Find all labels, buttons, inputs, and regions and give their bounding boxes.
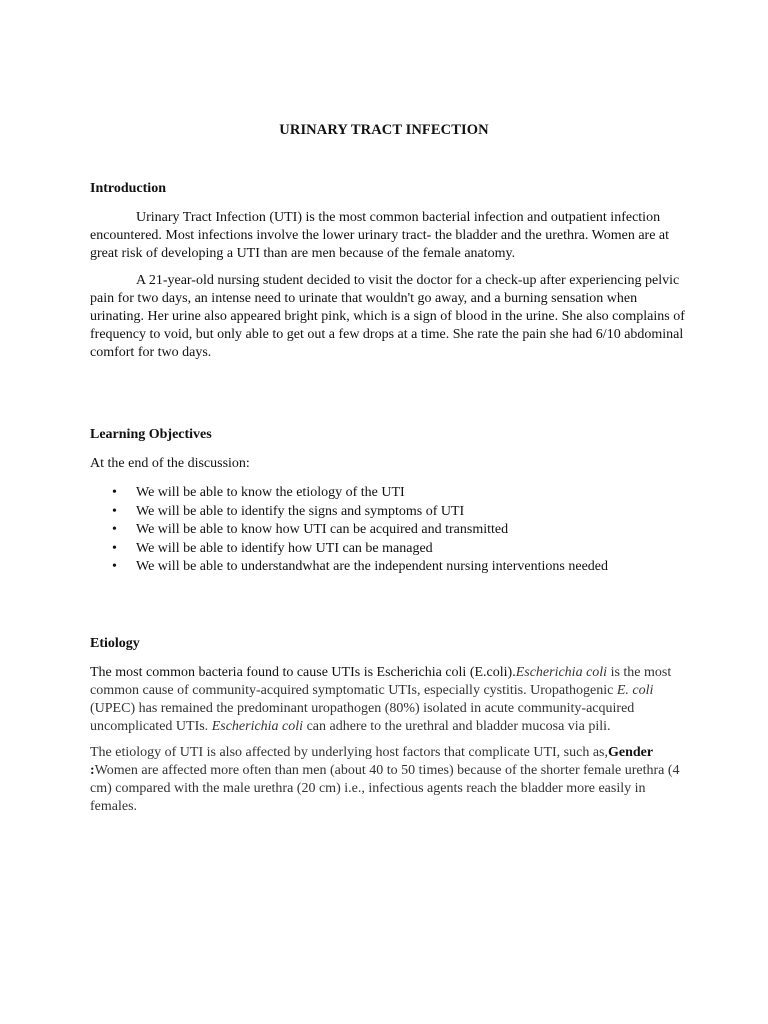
gender-label: Gender : xyxy=(90,745,653,778)
objectives-intro: At the end of the discussion: xyxy=(90,456,250,471)
introduction-heading: Introduction xyxy=(90,181,166,196)
list-item: • We will be able to know how UTI can be acquired and transmitted xyxy=(90,521,710,540)
objectives-list xyxy=(90,484,710,577)
introduction-paragraph-1: Urinary Tract Infection (UTI) is the most common bacterial infection and outpatient infection encountered. Most infections involve the lower urinary tract- the bladder and the urethra. Women are at great risk of developing a UTI than are men because of the female anatomy. xyxy=(90,210,670,261)
document-title: URINARY TRACT INFECTION xyxy=(279,122,489,138)
bullet-icon: • xyxy=(112,540,117,556)
etiology-paragraph-2: The etiology of UTI is also affected by underlying host factors that complicate UTI, such as,Gender :Women are affected more often than men (about 40 to 50 times) because of the shorter female urethra (4 cm) compared with the male urethra (20 cm) i.e., infectious agents reach the bladder more easily in females. xyxy=(90,745,680,814)
learning-objectives-heading: Learning Objectives xyxy=(90,427,212,442)
bullet-icon: • xyxy=(112,559,117,574)
list-item: • We will be able to know the etiology of the UTI xyxy=(90,484,710,503)
bullet-icon: • xyxy=(112,485,117,500)
list-item: • We will be able to understandwhat are the independent nursing interventions needed xyxy=(90,558,710,577)
bullet-icon: • xyxy=(112,503,117,519)
etiology-heading: Etiology xyxy=(90,636,140,651)
case-scenario-paragraph: A 21-year-old nursing student decided to visit the doctor for a check-up after experiencing pelvic pain for two days, an intense need to urinate that wouldn't go away, and a burning sensation when urinating. Her urine also appeared bright pink, which is a sign of blood in the urine. She also complains of frequency to void, but only able to get out a few drops at a time. She rate the pain she had 6/10 abdominal comfort for two days. xyxy=(90,273,685,360)
etiology-paragraph-1: The most common bacteria found to cause UTIs is Escherichia coli (E.coli).Escherichia coli is the most common cause of community-acquired symptomatic UTIs, especially cystitis. Uropathogenic E. coli (UPEC) has remained the predominant uropathogen (80%) isolated in acute community-acquired uncomplicated UTIs. Escherichia coli can adhere to the urethral and bladder mucosa via pili. xyxy=(90,665,672,734)
list-item: • We will be able to identify the signs and symptoms of UTI xyxy=(90,503,710,522)
list-item: • We will be able to identify how UTI can be managed xyxy=(90,540,710,559)
bullet-icon: • xyxy=(112,522,117,537)
